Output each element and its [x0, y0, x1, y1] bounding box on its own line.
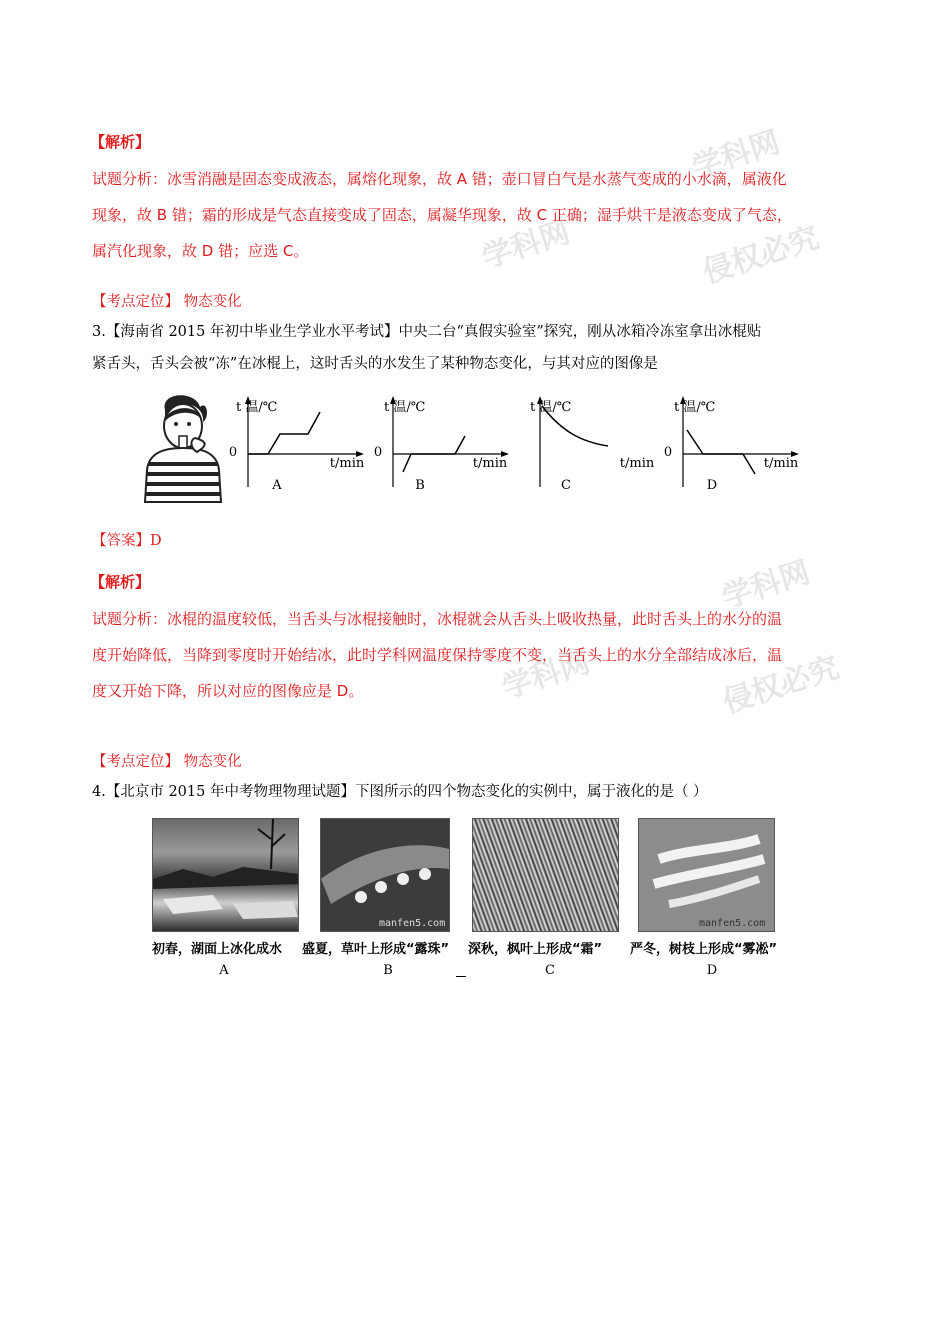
graph-option-d: D — [706, 478, 718, 493]
photo-caption-c: 深秋，枫叶上形成“霜” — [468, 942, 603, 957]
photo-watermark: manfen5.com — [699, 918, 766, 929]
kaodian-label: 【考点定位】 物态变化 — [92, 294, 242, 310]
analysis-line: 属汽化现象，故 D 错；应选 C。 — [92, 242, 309, 260]
question-line: 紧舌头，舌头会被“冻”在冰棍上，这时舌头的水发生了某种物态变化，与其对应的图像是 — [92, 356, 658, 372]
graph-option-a: A — [272, 478, 282, 493]
analysis-line: 现象，故 B 错；霜的形成是气态直接变成了固态，属凝华现象，故 C 正确；湿手烘干是液态变成了气态， — [92, 206, 792, 224]
question-4: 4.【北京市 2015 年中考物理物理试题】下图所示的四个物态变化的实例中，属于液化的是（ ） — [92, 784, 708, 800]
watermark: 学科网 — [687, 124, 785, 186]
photo-c-frost — [472, 818, 619, 932]
watermark: 学科网 — [717, 554, 815, 616]
kaodian-label: 【考点定位】 物态变化 — [92, 754, 242, 770]
watermark: 侵权必究 — [718, 650, 844, 721]
answer-label: 【答案】D — [92, 533, 162, 549]
graph-origin: 0 — [373, 445, 383, 460]
graph-xlabel: t/min — [619, 456, 655, 471]
photo-caption-d: 严冬，树枝上形成“雾凇” — [630, 942, 778, 957]
graph-xlabel: t/min — [329, 456, 365, 471]
photo-option-a: A — [219, 963, 229, 978]
photo-caption-b: 盛夏，草叶上形成“露珠” — [302, 942, 450, 957]
graph-xlabel: t/min — [472, 456, 508, 471]
analysis-text — [92, 161, 892, 269]
graph-ylabel: t 温/℃ — [384, 400, 426, 415]
small-dash — [456, 976, 466, 977]
analysis-line: 试题分析：冰棍的温度较低，当舌头与冰棍接触时，冰棍就会从舌头上吸收热量，此时舌头上的水分的温 — [92, 610, 783, 628]
analysis-label: 【解析】 — [90, 573, 151, 591]
analysis-line: 试题分析：冰雪消融是固态变成液态，属熔化现象，故 A 错；壶口冒白气是水蒸气变成的小水滴，属液化 — [92, 170, 787, 188]
graph-ylabel: t 温/℃ — [674, 400, 716, 415]
watermark: 学科网 — [477, 214, 575, 276]
question-line: 3.【海南省 2015 年初中毕业生学业水平考试】中央二台“真假实验室”探究，刚从冰箱冷冻室拿出冰棍贴 — [92, 324, 762, 340]
analysis-line: 度又开始下降，所以对应的图像应是 D。 — [92, 682, 364, 700]
photo-option-d: D — [706, 963, 718, 978]
graph-origin: 0 — [663, 445, 673, 460]
photo-d-rime — [638, 818, 775, 932]
graph-xlabel: t/min — [763, 456, 799, 471]
graph-ylabel: t 温/℃ — [530, 400, 572, 415]
analysis-line: 度开始降低，当降到零度时开始结冰，此时学科网温度保持零度不变，当舌头上的水分全部结成冰后，温 — [92, 646, 783, 664]
graph-option-b: B — [415, 478, 425, 493]
photo-option-c: C — [545, 963, 555, 978]
photo-option-b: B — [383, 963, 393, 978]
graph-option-c: C — [561, 478, 571, 493]
watermark: 学科网 — [497, 644, 595, 706]
analysis-text — [92, 601, 892, 709]
photo-b-dewdrops — [320, 818, 450, 932]
photo-watermark: manfen5.com — [379, 918, 446, 929]
boy-illustration — [135, 392, 230, 504]
analysis-label: 【解析】 — [90, 133, 151, 151]
photo-a-lake-ice — [152, 818, 299, 932]
graph-origin: 0 — [228, 445, 238, 460]
question-3 — [92, 316, 912, 380]
photo-caption-a: 初春，湖面上冰化成水 — [152, 942, 283, 957]
graph-ylabel: t 温/℃ — [236, 400, 278, 415]
watermark: 侵权必究 — [698, 220, 824, 291]
